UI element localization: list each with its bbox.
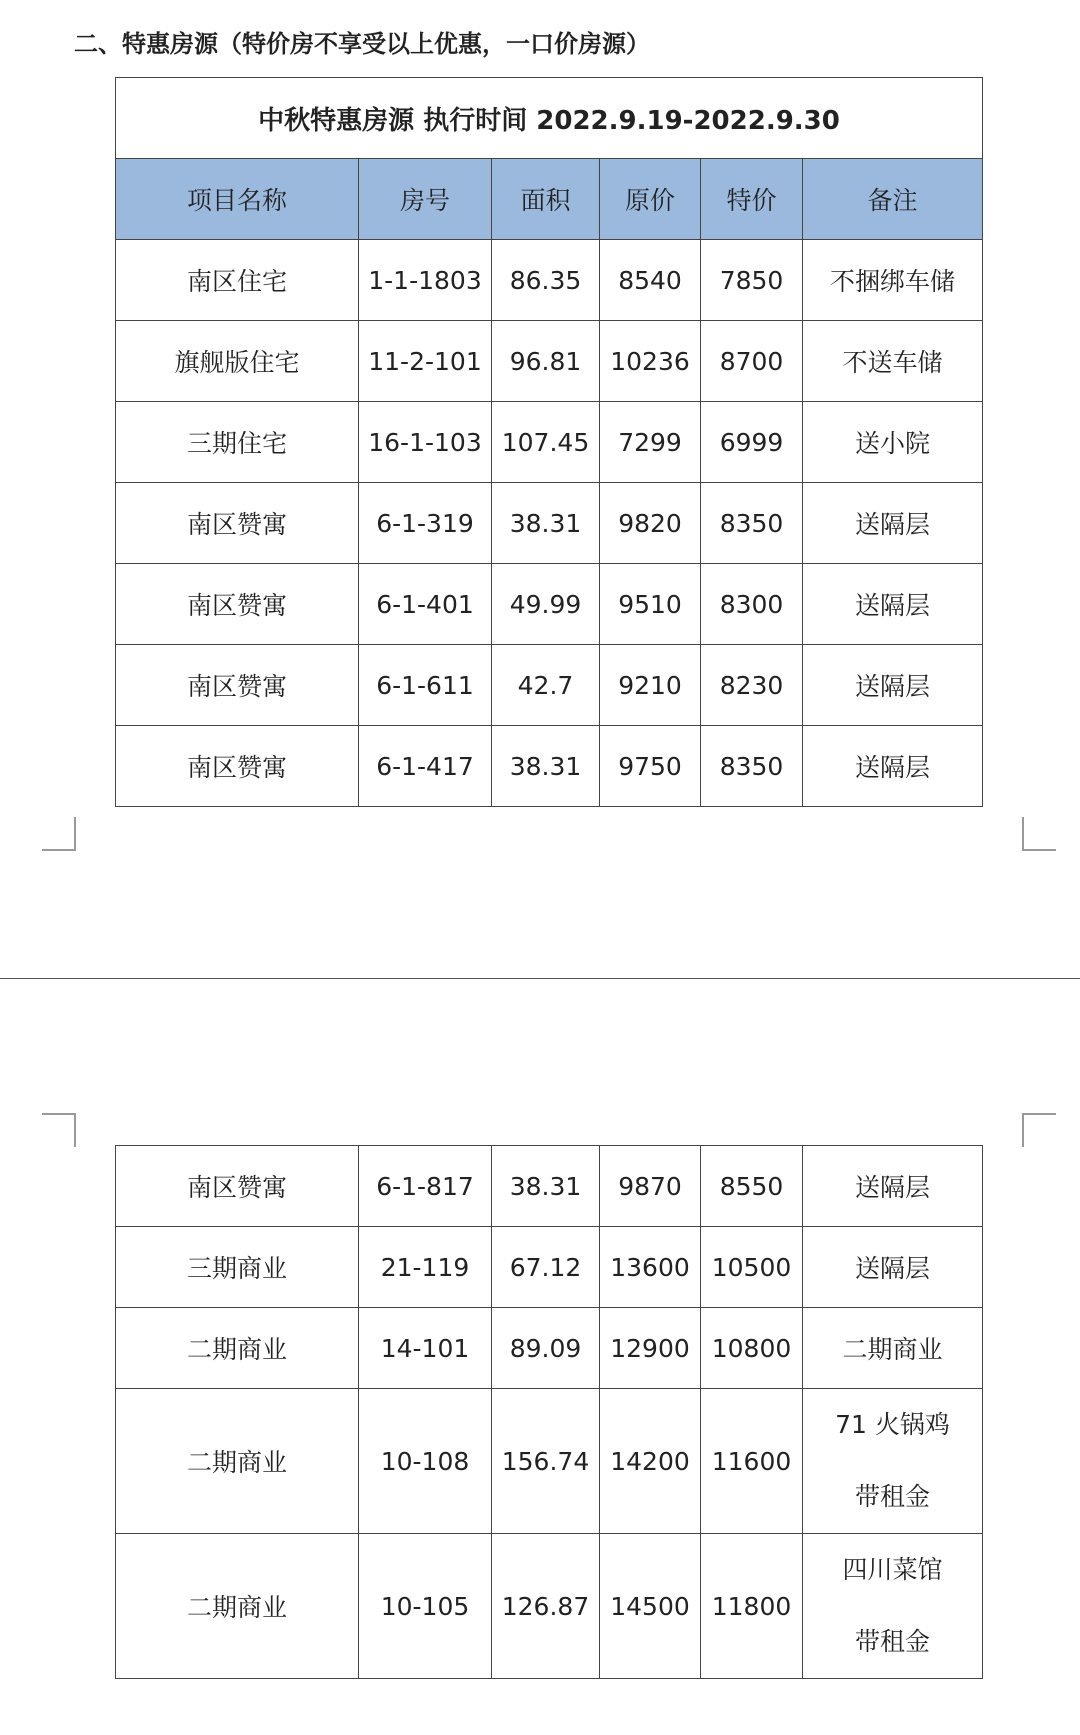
special-offer-table-page1 <box>115 77 983 807</box>
cell-original-price: 12900 <box>600 1308 701 1389</box>
cell-area: 86.35 <box>492 240 600 321</box>
cell-room: 21-119 <box>359 1227 492 1308</box>
cell-project: 南区住宅 <box>116 240 359 321</box>
cell-special-price: 8350 <box>701 726 803 807</box>
cell-project: 三期商业 <box>116 1227 359 1308</box>
note-line: 四川菜馆 <box>842 1555 943 1584</box>
cell-area: 67.12 <box>492 1227 600 1308</box>
table-title: 中秋特惠房源 执行时间 2022.9.19-2022.9.30 <box>116 78 983 159</box>
cell-original-price: 9510 <box>600 564 701 645</box>
page-corner-mark <box>42 1113 76 1147</box>
cell-room: 16-1-103 <box>359 402 492 483</box>
cell-note: 送隔层 <box>803 564 983 645</box>
cell-original-price: 14200 <box>600 1389 701 1534</box>
cell-room: 6-1-319 <box>359 483 492 564</box>
page-corner-mark <box>42 817 76 851</box>
cell-note: 送隔层 <box>803 1227 983 1308</box>
section-heading: 二、特惠房源（特价房不享受以上优惠，一口价房源） <box>74 30 650 58</box>
cell-note <box>803 1534 983 1679</box>
table-row <box>116 483 983 564</box>
note-line: 带租金 <box>854 1482 930 1511</box>
table-row <box>116 645 983 726</box>
cell-project: 二期商业 <box>116 1308 359 1389</box>
cell-project: 南区赞寓 <box>116 1146 359 1227</box>
cell-area: 156.74 <box>492 1389 600 1534</box>
cell-special-price: 10800 <box>701 1308 803 1389</box>
cell-special-price: 10500 <box>701 1227 803 1308</box>
cell-room: 10-108 <box>359 1389 492 1534</box>
table-row <box>116 321 983 402</box>
column-header-note: 备注 <box>803 159 983 240</box>
cell-note: 送隔层 <box>803 726 983 807</box>
cell-room: 1-1-1803 <box>359 240 492 321</box>
cell-special-price: 6999 <box>701 402 803 483</box>
column-header-project: 项目名称 <box>116 159 359 240</box>
cell-area: 49.99 <box>492 564 600 645</box>
cell-note: 送隔层 <box>803 483 983 564</box>
column-header-original-price: 原价 <box>600 159 701 240</box>
cell-special-price: 8350 <box>701 483 803 564</box>
cell-special-price: 11600 <box>701 1389 803 1534</box>
cell-note: 不捆绑车储 <box>803 240 983 321</box>
note-line: 带租金 <box>854 1627 930 1656</box>
column-header-area: 面积 <box>492 159 600 240</box>
cell-original-price: 7299 <box>600 402 701 483</box>
cell-note: 二期商业 <box>803 1308 983 1389</box>
cell-note: 送隔层 <box>803 645 983 726</box>
cell-room: 10-105 <box>359 1534 492 1679</box>
cell-note: 送隔层 <box>803 1146 983 1227</box>
cell-original-price: 9210 <box>600 645 701 726</box>
cell-project: 南区赞寓 <box>116 483 359 564</box>
cell-project: 旗舰版住宅 <box>116 321 359 402</box>
cell-original-price: 10236 <box>600 321 701 402</box>
table-row <box>116 1146 983 1227</box>
cell-note <box>803 1389 983 1534</box>
column-header-special-price: 特价 <box>701 159 803 240</box>
cell-area: 38.31 <box>492 1146 600 1227</box>
cell-special-price: 8700 <box>701 321 803 402</box>
cell-original-price: 14500 <box>600 1534 701 1679</box>
cell-area: 126.87 <box>492 1534 600 1679</box>
column-header-room: 房号 <box>359 159 492 240</box>
cell-special-price: 7850 <box>701 240 803 321</box>
cell-project: 三期住宅 <box>116 402 359 483</box>
cell-special-price: 8230 <box>701 645 803 726</box>
special-offer-table-page2 <box>115 1145 983 1679</box>
table-header-row <box>116 159 983 240</box>
cell-original-price: 9750 <box>600 726 701 807</box>
cell-project: 二期商业 <box>116 1534 359 1679</box>
cell-room: 6-1-401 <box>359 564 492 645</box>
page-corner-mark <box>1022 1113 1056 1147</box>
note-line: 71 火锅鸡 <box>835 1410 950 1439</box>
cell-project: 南区赞寓 <box>116 726 359 807</box>
cell-room: 6-1-417 <box>359 726 492 807</box>
cell-room: 6-1-611 <box>359 645 492 726</box>
cell-project: 南区赞寓 <box>116 645 359 726</box>
cell-area: 107.45 <box>492 402 600 483</box>
table-row <box>116 402 983 483</box>
table-row <box>116 564 983 645</box>
cell-special-price: 8550 <box>701 1146 803 1227</box>
cell-area: 96.81 <box>492 321 600 402</box>
cell-special-price: 8300 <box>701 564 803 645</box>
cell-original-price: 8540 <box>600 240 701 321</box>
cell-area: 42.7 <box>492 645 600 726</box>
cell-project: 二期商业 <box>116 1389 359 1534</box>
table-row <box>116 240 983 321</box>
cell-note: 送小院 <box>803 402 983 483</box>
table-row <box>116 726 983 807</box>
table-row <box>116 1308 983 1389</box>
table-row <box>116 1534 983 1679</box>
cell-area: 89.09 <box>492 1308 600 1389</box>
table-row <box>116 1227 983 1308</box>
cell-original-price: 9820 <box>600 483 701 564</box>
cell-original-price: 9870 <box>600 1146 701 1227</box>
page-corner-mark <box>1022 817 1056 851</box>
cell-original-price: 13600 <box>600 1227 701 1308</box>
cell-area: 38.31 <box>492 483 600 564</box>
table-row <box>116 1389 983 1534</box>
cell-room: 6-1-817 <box>359 1146 492 1227</box>
cell-room: 11-2-101 <box>359 321 492 402</box>
cell-room: 14-101 <box>359 1308 492 1389</box>
cell-special-price: 11800 <box>701 1534 803 1679</box>
page-divider <box>0 978 1080 979</box>
cell-note: 不送车储 <box>803 321 983 402</box>
cell-project: 南区赞寓 <box>116 564 359 645</box>
cell-area: 38.31 <box>492 726 600 807</box>
